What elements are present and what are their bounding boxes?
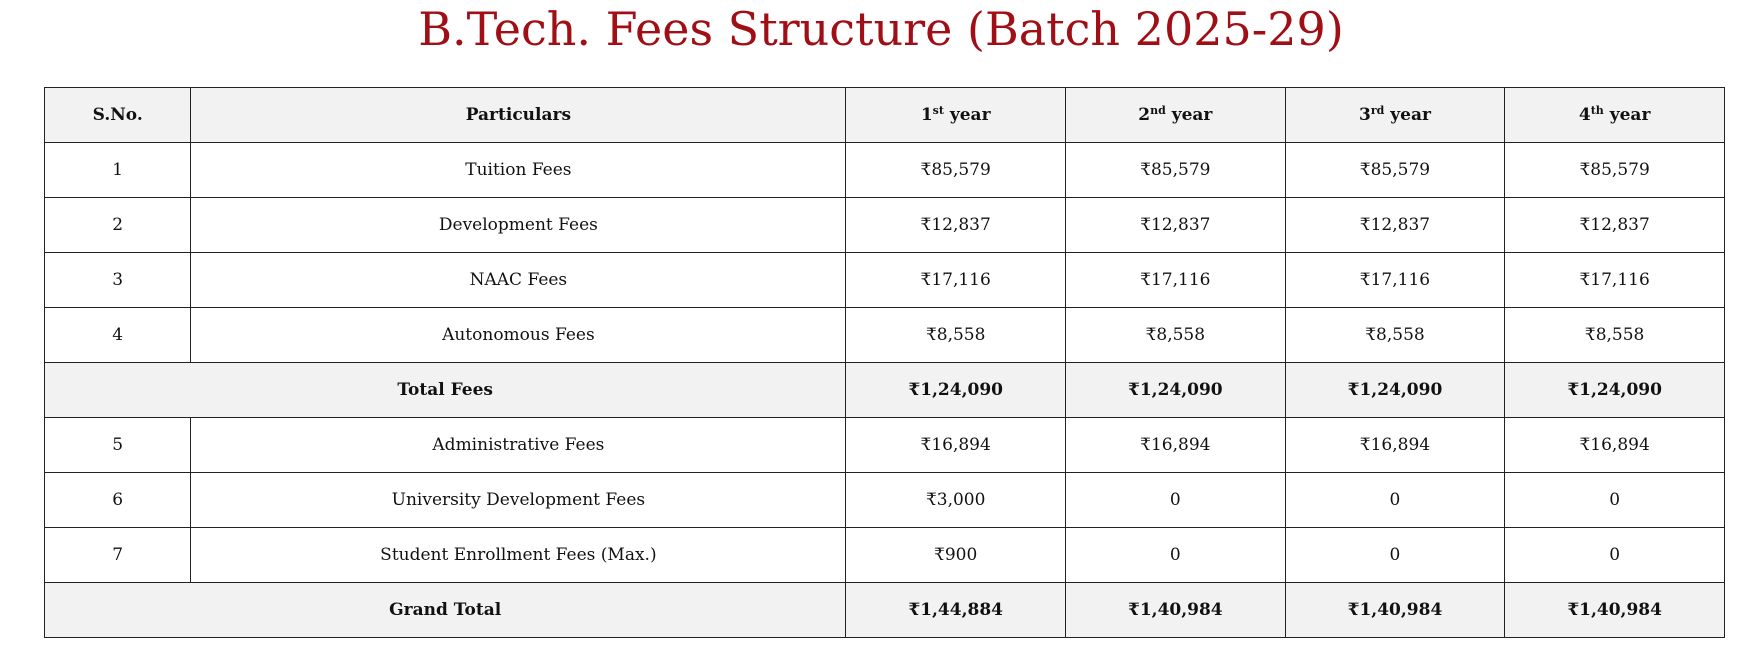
row-value: ₹12,837 <box>1505 198 1725 253</box>
row-sno: 3 <box>45 253 191 308</box>
row-sno: 6 <box>45 473 191 528</box>
grand-total-value: ₹1,40,984 <box>1066 583 1286 638</box>
row-particular: University Development Fees <box>191 473 846 528</box>
header-year-2: 2nd year <box>1066 88 1286 143</box>
row-value: ₹16,894 <box>1066 418 1286 473</box>
grand-total-value: ₹1,40,984 <box>1505 583 1725 638</box>
header-year-4: 4th year <box>1505 88 1725 143</box>
row-value: ₹12,837 <box>846 198 1066 253</box>
row-particular: Student Enrollment Fees (Max.) <box>191 528 846 583</box>
row-value: ₹3,000 <box>846 473 1066 528</box>
header-year-1: 1st year <box>846 88 1066 143</box>
table-header-row <box>45 88 1725 143</box>
row-particular: Development Fees <box>191 198 846 253</box>
header-sno: S.No. <box>45 88 191 143</box>
row-value: ₹8,558 <box>1066 308 1286 363</box>
row-particular: Autonomous Fees <box>191 308 846 363</box>
total-fees-value: ₹1,24,090 <box>1505 363 1725 418</box>
row-value: 0 <box>1285 473 1505 528</box>
row-value: ₹85,579 <box>1285 143 1505 198</box>
row-particular: Administrative Fees <box>191 418 846 473</box>
page-title: B.Tech. Fees Structure (Batch 2025-29) <box>418 2 1344 56</box>
table-row <box>45 473 1725 528</box>
row-value: ₹17,116 <box>1066 253 1286 308</box>
row-value: 0 <box>1285 528 1505 583</box>
row-value: ₹17,116 <box>846 253 1066 308</box>
row-value: 0 <box>1505 528 1725 583</box>
total-fees-row <box>45 363 1725 418</box>
table-row <box>45 528 1725 583</box>
row-value: ₹12,837 <box>1066 198 1286 253</box>
row-value: ₹85,579 <box>1505 143 1725 198</box>
row-value: ₹17,116 <box>1285 253 1505 308</box>
header-particulars: Particulars <box>191 88 846 143</box>
row-value: 0 <box>1066 528 1286 583</box>
grand-total-label: Grand Total <box>45 583 846 638</box>
row-sno: 5 <box>45 418 191 473</box>
total-fees-value: ₹1,24,090 <box>1066 363 1286 418</box>
row-value: ₹16,894 <box>1285 418 1505 473</box>
table-row <box>45 253 1725 308</box>
grand-total-row <box>45 583 1725 638</box>
row-sno: 4 <box>45 308 191 363</box>
table-row <box>45 418 1725 473</box>
total-fees-value: ₹1,24,090 <box>1285 363 1505 418</box>
grand-total-value: ₹1,44,884 <box>846 583 1066 638</box>
grand-total-value: ₹1,40,984 <box>1285 583 1505 638</box>
row-value: ₹85,579 <box>1066 143 1286 198</box>
row-particular: NAAC Fees <box>191 253 846 308</box>
row-value: ₹17,116 <box>1505 253 1725 308</box>
row-sno: 1 <box>45 143 191 198</box>
row-particular: Tuition Fees <box>191 143 846 198</box>
row-value: ₹8,558 <box>1505 308 1725 363</box>
row-value: ₹16,894 <box>1505 418 1725 473</box>
row-value: ₹8,558 <box>846 308 1066 363</box>
row-value: ₹85,579 <box>846 143 1066 198</box>
table-row <box>45 143 1725 198</box>
row-value: ₹900 <box>846 528 1066 583</box>
fees-table <box>44 87 1725 638</box>
row-value: 0 <box>1066 473 1286 528</box>
row-sno: 7 <box>45 528 191 583</box>
row-value: ₹16,894 <box>846 418 1066 473</box>
total-fees-value: ₹1,24,090 <box>846 363 1066 418</box>
total-fees-label: Total Fees <box>45 363 846 418</box>
header-year-3: 3rd year <box>1285 88 1505 143</box>
table-row <box>45 308 1725 363</box>
row-sno: 2 <box>45 198 191 253</box>
table-row <box>45 198 1725 253</box>
row-value: ₹12,837 <box>1285 198 1505 253</box>
row-value: ₹8,558 <box>1285 308 1505 363</box>
row-value: 0 <box>1505 473 1725 528</box>
